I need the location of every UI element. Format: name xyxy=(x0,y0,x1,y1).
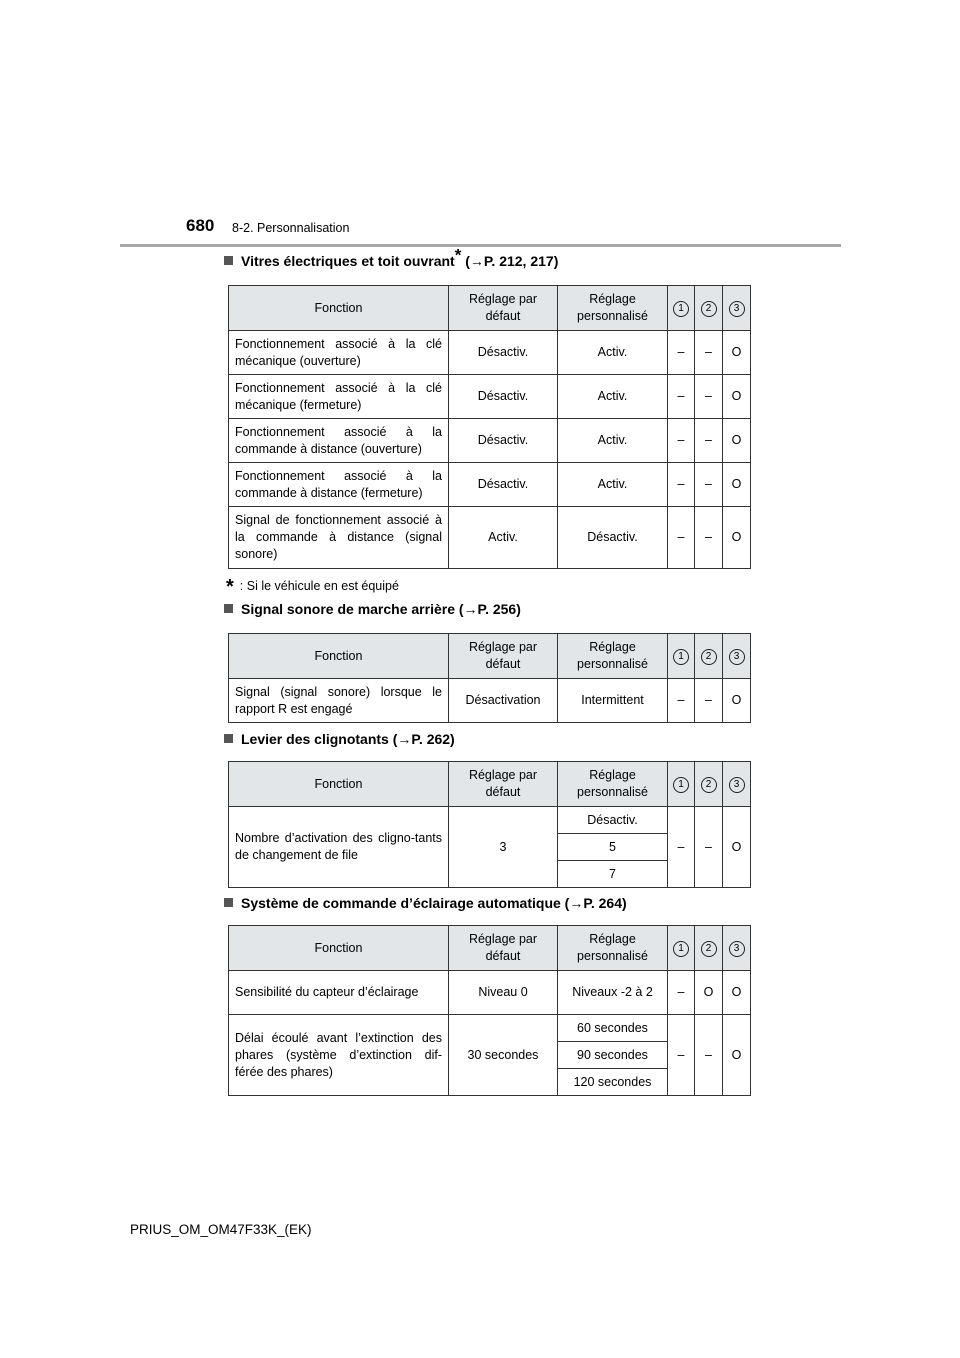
cell-default: Niveau 0 xyxy=(449,971,558,1015)
bullet-square-icon xyxy=(224,604,233,613)
table-header-row xyxy=(229,634,751,679)
cell-2: – xyxy=(695,679,723,723)
table-header-row xyxy=(229,762,751,807)
table-row xyxy=(229,375,751,419)
circled-2-icon: 2 xyxy=(701,649,717,665)
cell-2: O xyxy=(695,971,723,1015)
document-code: PRIUS_OM_OM47F33K_(EK) xyxy=(130,1222,312,1237)
cell-default: Désactivation xyxy=(449,679,558,723)
footnote-text: : Si le véhicule en est équipé xyxy=(239,579,399,593)
cell-custom: Désactiv. xyxy=(558,507,668,569)
cell-3: O xyxy=(723,507,751,569)
table-row xyxy=(229,679,751,723)
cell-custom: 7 xyxy=(558,861,668,888)
table-row xyxy=(229,1015,751,1042)
circled-1-icon: 1 xyxy=(673,301,689,317)
header-custom: Réglage personnalisé xyxy=(558,634,668,679)
cell-fonction: Signal (signal sonore) lorsque le rapport R est engagé xyxy=(229,679,449,723)
table-header-row xyxy=(229,926,751,971)
cell-default: Désactiv. xyxy=(449,375,558,419)
cell-1: – xyxy=(668,331,695,375)
table-row xyxy=(229,507,751,569)
cell-fonction: Délai écoulé avant l’extinction des phares (système d’extinction dif-férée des phares) xyxy=(229,1015,449,1096)
header-custom: Réglage personnalisé xyxy=(558,762,668,807)
bullet-square-icon xyxy=(224,256,233,265)
cell-fonction: Fonctionnement associé à la clé mécanique (ouverture) xyxy=(229,331,449,375)
circled-3-icon: 3 xyxy=(729,301,745,317)
section-title-text: Système de commande d’éclairage automatique xyxy=(241,895,561,911)
section-title-windows xyxy=(224,245,559,269)
settings-table-reverse-signal xyxy=(228,633,751,723)
cell-3: O xyxy=(723,331,751,375)
cell-1: – xyxy=(668,807,695,888)
cell-2: – xyxy=(695,463,723,507)
header-col-2 xyxy=(695,762,723,807)
cell-3: O xyxy=(723,1015,751,1096)
circled-1-icon: 1 xyxy=(673,941,689,957)
table-row xyxy=(229,463,751,507)
circled-1-icon: 1 xyxy=(673,777,689,793)
section-title-text: Signal sonore de marche arrière xyxy=(241,601,455,617)
cell-custom: Activ. xyxy=(558,375,668,419)
header-col-1 xyxy=(668,926,695,971)
cell-1: – xyxy=(668,463,695,507)
cell-3: O xyxy=(723,419,751,463)
cell-1: – xyxy=(668,375,695,419)
cell-default: 3 xyxy=(449,807,558,888)
bullet-square-icon xyxy=(224,734,233,743)
settings-table-windows xyxy=(228,285,751,569)
table-row xyxy=(229,971,751,1015)
header-col-1 xyxy=(668,286,695,331)
section-title-auto-lighting xyxy=(224,895,627,911)
circled-3-icon: 3 xyxy=(729,777,745,793)
cell-3: O xyxy=(723,971,751,1015)
cell-3: O xyxy=(723,679,751,723)
header-fonction: Fonction xyxy=(229,634,449,679)
header-default: Réglage par défaut xyxy=(449,634,558,679)
cell-default: Désactiv. xyxy=(449,419,558,463)
chapter-title: 8-2. Personnalisation xyxy=(232,221,350,235)
circled-2-icon: 2 xyxy=(701,941,717,957)
cell-default: Désactiv. xyxy=(449,463,558,507)
cell-1: – xyxy=(668,971,695,1015)
cell-fonction: Fonctionnement associé à la commande à distance (ouverture) xyxy=(229,419,449,463)
page-number: 680 xyxy=(186,216,215,235)
table-row xyxy=(229,419,751,463)
header-col-3 xyxy=(723,634,751,679)
header-default: Réglage par défaut xyxy=(449,286,558,331)
cell-1: – xyxy=(668,507,695,569)
header-col-2 xyxy=(695,286,723,331)
cell-1: – xyxy=(668,1015,695,1096)
cell-fonction: Fonctionnement associé à la commande à distance (fermeture) xyxy=(229,463,449,507)
circled-1-icon: 1 xyxy=(673,649,689,665)
bullet-square-icon xyxy=(224,898,233,907)
cell-custom: 5 xyxy=(558,834,668,861)
header-col-2 xyxy=(695,634,723,679)
footnote xyxy=(226,576,399,599)
header-col-3 xyxy=(723,286,751,331)
footnote-star-icon: * xyxy=(226,576,234,598)
cell-2: – xyxy=(695,419,723,463)
cell-1: – xyxy=(668,419,695,463)
cell-3: O xyxy=(723,463,751,507)
header-default: Réglage par défaut xyxy=(449,762,558,807)
header-col-2 xyxy=(695,926,723,971)
cell-default: 30 secondes xyxy=(449,1015,558,1096)
table-header-row xyxy=(229,286,751,331)
cell-fonction: Sensibilité du capteur d’éclairage xyxy=(229,971,449,1015)
cell-2: – xyxy=(695,1015,723,1096)
cell-1: – xyxy=(668,679,695,723)
circled-3-icon: 3 xyxy=(729,649,745,665)
cell-3: O xyxy=(723,375,751,419)
cell-custom: 60 secondes xyxy=(558,1015,668,1042)
cell-fonction: Fonctionnement associé à la clé mécanique (fermeture) xyxy=(229,375,449,419)
cell-custom: Activ. xyxy=(558,419,668,463)
header-rule xyxy=(120,244,841,247)
settings-table-auto-lighting xyxy=(228,925,751,1096)
table-row xyxy=(229,331,751,375)
cell-fonction: Nombre d’activation des cligno-tants de changement de file xyxy=(229,807,449,888)
cell-custom: 120 secondes xyxy=(558,1069,668,1096)
cell-2: – xyxy=(695,331,723,375)
header-fonction: Fonction xyxy=(229,762,449,807)
circled-2-icon: 2 xyxy=(701,301,717,317)
cell-custom: Activ. xyxy=(558,463,668,507)
cell-default: Désactiv. xyxy=(449,331,558,375)
section-ref: (→P. 264) xyxy=(564,895,627,911)
header-default: Réglage par défaut xyxy=(449,926,558,971)
cell-custom: Activ. xyxy=(558,331,668,375)
table-row xyxy=(229,807,751,834)
header-col-3 xyxy=(723,762,751,807)
header-custom: Réglage personnalisé xyxy=(558,286,668,331)
header-col-1 xyxy=(668,634,695,679)
cell-3: O xyxy=(723,807,751,888)
header-col-3 xyxy=(723,926,751,971)
cell-custom: 90 secondes xyxy=(558,1042,668,1069)
cell-default: Activ. xyxy=(449,507,558,569)
section-ref: (→P. 262) xyxy=(392,731,455,747)
cell-custom: Niveaux -2 à 2 xyxy=(558,971,668,1015)
cell-custom: Intermittent xyxy=(558,679,668,723)
section-title-text: Levier des clignotants xyxy=(241,731,389,747)
section-title-turn-signal xyxy=(224,731,455,747)
section-ref: (→P. 256) xyxy=(458,601,521,617)
cell-fonction: Signal de fonctionnement associé à la commande à distance (signal sonore) xyxy=(229,507,449,569)
cell-2: – xyxy=(695,807,723,888)
cell-2: – xyxy=(695,375,723,419)
header-col-1 xyxy=(668,762,695,807)
section-title-reverse-signal xyxy=(224,601,521,617)
settings-table-turn-signal xyxy=(228,761,751,888)
circled-3-icon: 3 xyxy=(729,941,745,957)
cell-custom: Désactiv. xyxy=(558,807,668,834)
section-title-text: Vitres électriques et toit ouvrant xyxy=(241,253,455,269)
cell-2: – xyxy=(695,507,723,569)
header-fonction: Fonction xyxy=(229,926,449,971)
section-ref: (→P. 212, 217) xyxy=(465,253,559,269)
circled-2-icon: 2 xyxy=(701,777,717,793)
footnote-star: * xyxy=(454,245,462,265)
header-custom: Réglage personnalisé xyxy=(558,926,668,971)
header-fonction: Fonction xyxy=(229,286,449,331)
